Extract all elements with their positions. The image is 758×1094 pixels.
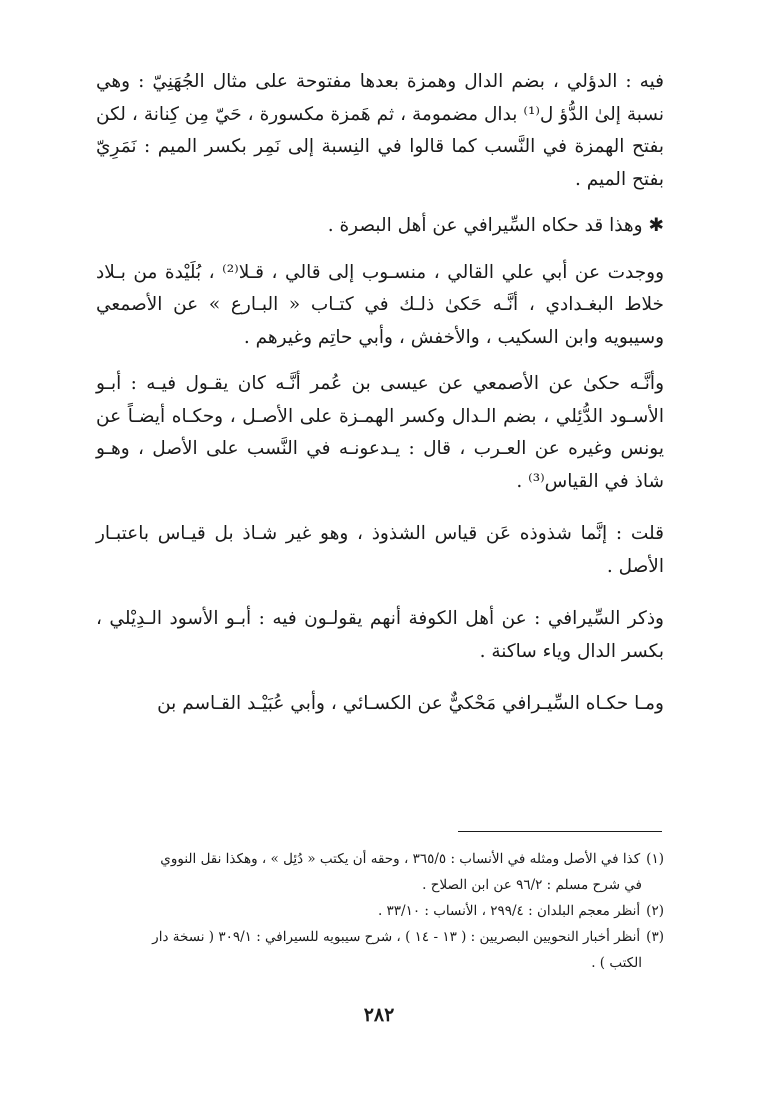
- main-text-body: [96, 66, 664, 721]
- paragraph-5: قلت : إنَّما شذوذه عَن قياس الشذوذ ، وهو غير شـاذ بل قيـاس باعتبـار الأصل .: [96, 523, 664, 577]
- paragraph-7: ومـا حكـاه السِّيـرافي مَحْكيٌّ عن الكسـائي ، وأبي عُبَيْـد القـاسم بن: [157, 693, 664, 714]
- footnote-number: (٢): [646, 903, 664, 919]
- footnote-text: أنظر معجم البلدان : ٢٩٩/٤ ، الأنساب : ٣٣/١٠ .: [377, 903, 641, 919]
- footnote-text: كذا في الأصل ومثله في الأنساب : ٣٦٥/٥ ، وحقه أن يكتب « دُئِل » ، وهكذا نقل النووي: [160, 851, 641, 867]
- paragraph-3: ووجدت عن أبي علي القالي ، منسـوب إلى قالي ، قـلا⁽²⁾ ، بُلَيْدة من بـلاد خلاط البغـدادي ، أنَّـه حَكىٰ ذلـك في كتـاب « البـارع » عن الأصمعي وسيبويه وابن السكيب ، والأخفش ، وأبي حاتِم وغيرهم .: [96, 261, 665, 348]
- footnote-divider: [458, 831, 662, 832]
- paragraph-1: فيه : الدؤلي ، بضم الدال وهمزة بعدها مفتوحة على مثال الجُهَنِيّ : وهي نسبة إلىٰ الدُّؤ ل⁽¹⁾ بدال مضمومة ، ثم هَمزة مكسورة ، حَيّ مِن كِنانة ، لكن بفتح الهمزة في النَّسب كما قالوا في النِسبة إلى نَمِر بكسر الميم : نَمَرِيّ بفتح الميم .: [96, 71, 664, 190]
- paragraph-2: ✱ وهذا قد حكاه السِّيرافي عن أهل البصرة .: [327, 215, 664, 236]
- footnote-2: [96, 898, 664, 924]
- page-number: ٢٨٢: [363, 1004, 395, 1026]
- paragraph-6: وذكر السِّيرافي : عن أهل الكوفة أنهم يقولـون فيه : أبـو الأسود الـدِيْلي ، بكسر الدال وياء ساكنة .: [96, 608, 664, 662]
- footnote-3: [96, 924, 664, 976]
- footnote-continuation: الكتب ) .: [591, 955, 642, 971]
- footnote-1: [96, 846, 664, 898]
- paragraph-4: وأنَّـه حكىٰ عن الأصمعي عن عيسى بن عُمر أنَّـه كان يقـول فيـه : أبـو الأسـود الدُّئِلي ، بضم الـدال وكسر الهمـزة على الأصـل ، وحكـاه أيضـاً عن يونس وغيره عن العـرب ، قال : يـدعونـه في النَّسب على الأصل ، وهـو شاذ في القياس⁽³⁾ .: [96, 373, 664, 492]
- footnote-number: (١): [646, 851, 664, 867]
- footnote-continuation: في شرح مسلم : ٩٦/٢ عن ابن الصلاح .: [422, 877, 642, 893]
- footnote-text: أنظر أخبار النحويين البصريين : ( ١٣ - ١٤ ) ، شرح سيبويه للسيرافي : ٣٠٩/١ ( نسخة دار: [152, 929, 641, 945]
- footnote-number: (٣): [646, 929, 664, 945]
- footnotes: [96, 846, 664, 976]
